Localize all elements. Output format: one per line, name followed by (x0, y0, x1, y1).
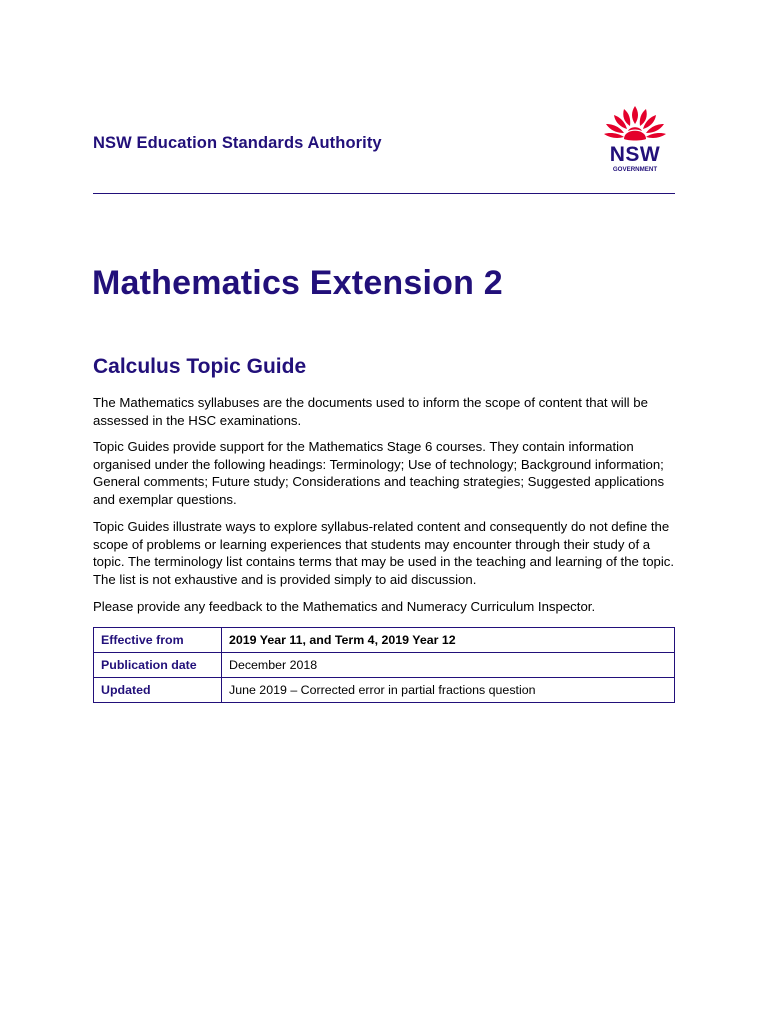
updated-label: Updated (94, 678, 222, 703)
publication-date-value: December 2018 (222, 653, 675, 678)
header-divider (93, 193, 675, 194)
effective-from-value: 2019 Year 11, and Term 4, 2019 Year 12 (222, 628, 675, 653)
table-row (94, 628, 675, 653)
topic-guides-paragraph: Topic Guides provide support for the Mathematics Stage 6 courses. They contain information organised under the following headings: Terminology; Use of technology; Background information; General comments; Future study; Considerations and teaching strategies; Suggested applications and exemplar questions. (93, 439, 665, 507)
page-subtitle: Calculus Topic Guide (93, 355, 307, 378)
waratah-flower-icon (604, 106, 666, 141)
nsw-government-logo (600, 104, 670, 176)
effective-from-label: Effective from (94, 628, 222, 653)
publication-info-table (93, 627, 675, 703)
logo-wordmark: NSW (609, 143, 661, 166)
publication-date-label: Publication date (94, 653, 222, 678)
table-row (94, 653, 675, 678)
authority-name: NSW Education Standards Authority (93, 134, 382, 152)
scope-paragraph: Topic Guides illustrate ways to explore syllabus-related content and consequently do not define the scope of problems or learning experiences that students may encounter through their study of a topic. The terminology list contains terms that may be used in the teaching and learning of the topic. The list is not exhaustive and is provided simply to aid discussion. (93, 519, 675, 587)
page-title: Mathematics Extension 2 (92, 264, 503, 302)
feedback-paragraph: Please provide any feedback to the Mathematics and Numeracy Curriculum Inspector. (93, 599, 596, 614)
logo-subtext: GOVERNMENT (612, 166, 658, 173)
table-row (94, 678, 675, 703)
intro-paragraph: The Mathematics syllabuses are the documents used to inform the scope of content that will be assessed in the HSC examinations. (93, 395, 648, 428)
updated-value: June 2019 – Corrected error in partial fractions question (222, 678, 675, 703)
